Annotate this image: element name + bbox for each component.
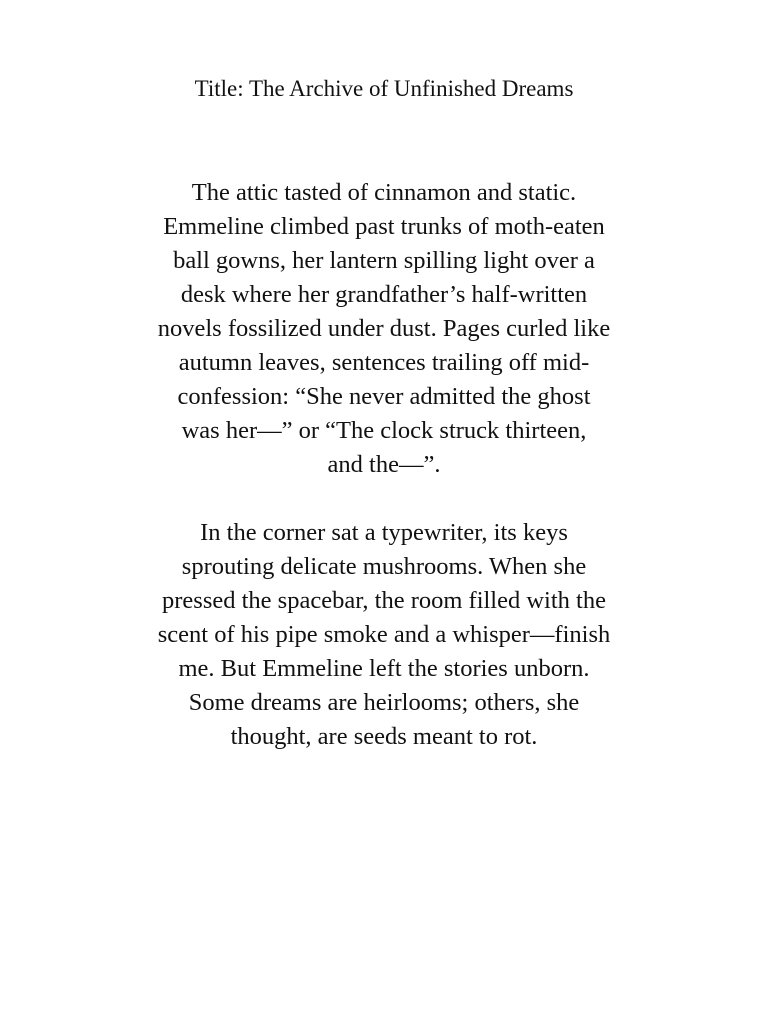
paragraph-line: scent of his pipe smoke and a whisper—finish: [157, 621, 611, 648]
paragraph-line: autumn leaves, sentences trailing off mid-: [178, 349, 590, 376]
paragraph-line: confession: “She never admitted the ghost: [177, 383, 591, 410]
paragraph-line: was her—” or “The clock struck thirteen,: [181, 417, 587, 444]
paragraph-1: [0, 176, 768, 482]
paragraph-2: [0, 516, 768, 754]
document-title: Title: The Archive of Unfinished Dreams: [194, 76, 574, 101]
paragraph-line: thought, are seeds meant to rot.: [230, 723, 538, 750]
paragraph-line: The attic tasted of cinnamon and static.: [191, 179, 577, 206]
paragraph-line: sprouting delicate mushrooms. When she: [181, 553, 587, 580]
paragraph-line: and the—”.: [327, 451, 441, 478]
paragraph-line: pressed the spacebar, the room filled with the: [162, 587, 606, 614]
paragraph-line: ball gowns, her lantern spilling light over a: [173, 247, 595, 274]
paragraph-line: Emmeline climbed past trunks of moth-eaten: [163, 213, 605, 240]
paragraph-line: In the corner sat a typewriter, its keys: [200, 519, 568, 546]
paragraph-line: novels fossilized under dust. Pages curled like: [157, 315, 611, 342]
paragraph-line: Some dreams are heirlooms; others, she: [188, 689, 580, 716]
paragraph-line: me. But Emmeline left the stories unborn.: [178, 655, 590, 682]
paragraph-line: desk where her grandfather’s half-written: [180, 281, 588, 308]
